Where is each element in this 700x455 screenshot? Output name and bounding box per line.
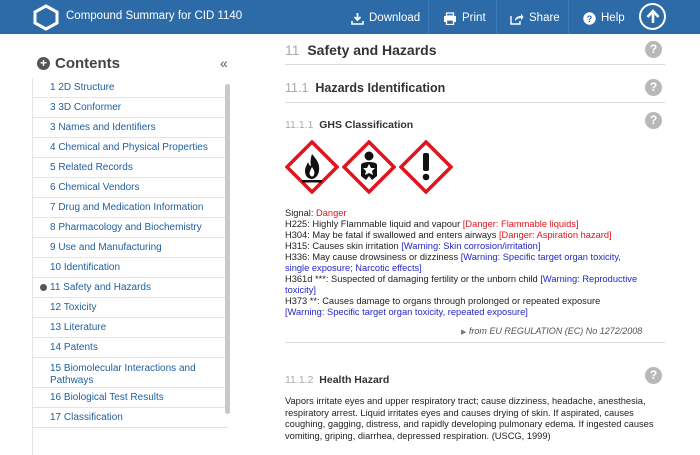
toc-item-label: 16 Biological Test Results bbox=[50, 392, 164, 403]
share-button[interactable] bbox=[510, 9, 560, 27]
hexagon-logo-icon[interactable] bbox=[31, 3, 61, 31]
help-circle-icon bbox=[583, 12, 596, 25]
ghs-title: GHS Classification bbox=[319, 119, 414, 131]
toc-item-label: 17 Classification bbox=[50, 412, 123, 423]
arrow-up-icon bbox=[646, 9, 660, 24]
hazard-text: H304: May be fatal if swallowed and enters airways bbox=[285, 230, 499, 240]
print-label: Print bbox=[462, 12, 486, 24]
hazard-category: [Danger: Flammable liquids] bbox=[462, 219, 579, 229]
print-button[interactable] bbox=[443, 9, 486, 27]
help-icon[interactable]: ? bbox=[645, 112, 662, 129]
toolbar-divider bbox=[496, 0, 497, 34]
toc-item-chemical-vendors[interactable] bbox=[33, 178, 228, 198]
collapse-sidebar-button[interactable]: « bbox=[220, 55, 228, 71]
toc-item-label: 13 Literature bbox=[50, 322, 107, 333]
toc-item-names-identifiers[interactable] bbox=[33, 118, 228, 138]
toc-item-label: 9 Use and Manufacturing bbox=[50, 242, 162, 253]
toc-item-label: 7 Drug and Medication Information bbox=[50, 202, 204, 213]
toc-item-drug-medication[interactable] bbox=[33, 198, 228, 218]
toc-item-chemical-physical-properties[interactable] bbox=[33, 138, 228, 158]
app-title: Compound Summary for CID 1140 bbox=[66, 10, 243, 22]
hazard-statement-h336 bbox=[285, 252, 665, 263]
download-icon bbox=[351, 12, 364, 25]
toc-item-toxicity[interactable] bbox=[33, 298, 228, 318]
toc-item-label: 6 Chemical Vendors bbox=[50, 182, 140, 193]
hazard-text: H225: Highly Flammable liquid and vapour bbox=[285, 219, 463, 229]
signal-label: Signal: bbox=[285, 208, 317, 218]
top-bar bbox=[0, 0, 700, 34]
hazard-category: [Warning: Specific target organ toxicity, bbox=[460, 252, 621, 262]
sidebar-scrollbar[interactable] bbox=[225, 84, 230, 455]
caret-right-icon: ▶ bbox=[461, 329, 467, 336]
toc-item-related-records[interactable] bbox=[33, 158, 228, 178]
hazard-text: H361d ***: Suspected of damaging fertility or the unborn child bbox=[285, 274, 541, 284]
subsection-number: 11.1 bbox=[285, 81, 309, 95]
toc-item-use-manufacturing[interactable] bbox=[33, 238, 228, 258]
download-button[interactable] bbox=[351, 9, 420, 27]
toc-item-label: 14 Patents bbox=[50, 342, 98, 353]
toolbar-divider bbox=[428, 0, 429, 34]
reference-text: from EU REGULATION (EC) No 1272/2008 bbox=[468, 326, 643, 336]
toc-item-label: 11 Safety and Hazards bbox=[50, 282, 151, 293]
toc-item-biomolecular-interactions[interactable] bbox=[33, 358, 228, 388]
hazard-statement-h315 bbox=[285, 241, 665, 252]
signal-value: Danger bbox=[316, 208, 347, 218]
hazard-text: H315: Causes skin irritation bbox=[285, 241, 402, 251]
health-hazard-number: 11.1.2 bbox=[285, 374, 314, 386]
section-heading bbox=[285, 42, 437, 58]
toc-item-label: 3 Names and Identifiers bbox=[50, 122, 156, 133]
toc-item-label: 3 3D Conformer bbox=[50, 102, 122, 113]
contents-title: Contents bbox=[55, 55, 120, 72]
toc-item-label: 5 Related Records bbox=[50, 162, 133, 173]
hazard-statement-h373 bbox=[285, 296, 665, 307]
main-content bbox=[273, 34, 700, 455]
health-hazard-text: Vapors irritate eyes and upper respiratory tract; cause dizziness, headache, anesthesia, respiratory arrest. Liquid irritates eyes and causes drying of skin. If aspirated, causes coughing, gagging, distress, and rapidly developing pulmonary edema. If ingested causes vomiting, griping, diarrhea, depressed respiration. (USCG, 1999) bbox=[285, 396, 654, 441]
current-section-bullet bbox=[40, 284, 47, 291]
toolbar-divider bbox=[568, 0, 569, 34]
section-number: 11 bbox=[285, 42, 300, 58]
toc-item-label: 4 Chemical and Physical Properties bbox=[50, 142, 208, 153]
hazard-category-continued: single exposure; Narcotic effects] bbox=[285, 263, 422, 273]
subsection-heading bbox=[285, 81, 445, 95]
hazard-statement-h361d bbox=[285, 274, 665, 285]
hazard-category: [Warning: Specific target organ toxicity, repeated exposure] bbox=[285, 307, 528, 317]
section-title: Safety and Hazards bbox=[307, 42, 437, 58]
table-of-contents bbox=[32, 78, 228, 455]
health-hazard-title: Health Hazard bbox=[319, 374, 390, 386]
toc-item-3d-conformer[interactable] bbox=[33, 98, 228, 118]
subsection-divider bbox=[285, 342, 665, 343]
toc-item-literature[interactable] bbox=[33, 318, 228, 338]
ghs-heading bbox=[285, 119, 413, 131]
hazard-text: H373 **: Causes damage to organs through prolonged or repeated exposure bbox=[285, 296, 601, 306]
help-icon[interactable]: ? bbox=[645, 41, 662, 58]
exclamation-pictogram-icon bbox=[399, 140, 453, 194]
toc-item-label: 1 2D Structure bbox=[50, 82, 115, 93]
scroll-to-top-button[interactable] bbox=[639, 3, 666, 30]
toc-item-classification[interactable] bbox=[33, 408, 228, 428]
hazard-statement-h225 bbox=[285, 219, 665, 230]
toc-item-safety-hazards[interactable] bbox=[33, 278, 228, 298]
contents-sidebar bbox=[30, 46, 244, 455]
toc-item-identification[interactable] bbox=[33, 258, 228, 278]
toc-item-label: 15 Biomolecular Interactions and Pathways bbox=[50, 363, 196, 386]
contents-header[interactable] bbox=[37, 55, 120, 72]
toc-item-biological-test-results[interactable] bbox=[33, 388, 228, 408]
section-divider bbox=[285, 64, 665, 65]
sidebar-scrollbar-thumb[interactable] bbox=[225, 84, 230, 414]
hazard-statement-h304 bbox=[285, 230, 665, 241]
help-button[interactable] bbox=[583, 9, 625, 27]
hazard-text: H336: May cause drowsiness or dizziness bbox=[285, 252, 461, 262]
download-label: Download bbox=[369, 12, 421, 24]
signal-word bbox=[285, 208, 665, 219]
toc-item-pharmacology[interactable] bbox=[33, 218, 228, 238]
help-icon[interactable]: ? bbox=[645, 79, 662, 96]
plus-circle-icon: + bbox=[37, 57, 50, 70]
printer-icon bbox=[443, 12, 457, 25]
toc-item-label: 8 Pharmacology and Biochemistry bbox=[50, 222, 202, 233]
hazard-category: [Warning: Skin corrosion/irritation] bbox=[401, 241, 541, 251]
help-label: Help bbox=[601, 12, 625, 24]
toc-item-label: 10 Identification bbox=[50, 262, 121, 273]
help-icon[interactable]: ? bbox=[645, 367, 662, 384]
hazard-category: [Warning: Reproductive bbox=[540, 274, 638, 284]
ghs-number: 11.1.1 bbox=[285, 119, 314, 131]
toc-item-2d-structure[interactable] bbox=[33, 78, 228, 98]
share-label: Share bbox=[529, 12, 560, 24]
subsection-title: Hazards Identification bbox=[315, 81, 446, 95]
toc-item-label: 12 Toxicity bbox=[50, 302, 97, 313]
hazard-category: [Danger: Aspiration hazard] bbox=[498, 230, 612, 240]
toc-item-patents[interactable] bbox=[33, 338, 228, 358]
hazard-category-continued: toxicity] bbox=[285, 285, 316, 295]
health-hazard-heading bbox=[285, 374, 389, 386]
subsection-divider bbox=[285, 102, 665, 103]
share-icon bbox=[510, 12, 524, 25]
reference-link[interactable] bbox=[461, 326, 642, 336]
flame-pictogram-icon bbox=[285, 140, 339, 194]
health-hazard-pictogram-icon bbox=[342, 140, 396, 194]
svg-text:?: ? bbox=[586, 13, 593, 24]
